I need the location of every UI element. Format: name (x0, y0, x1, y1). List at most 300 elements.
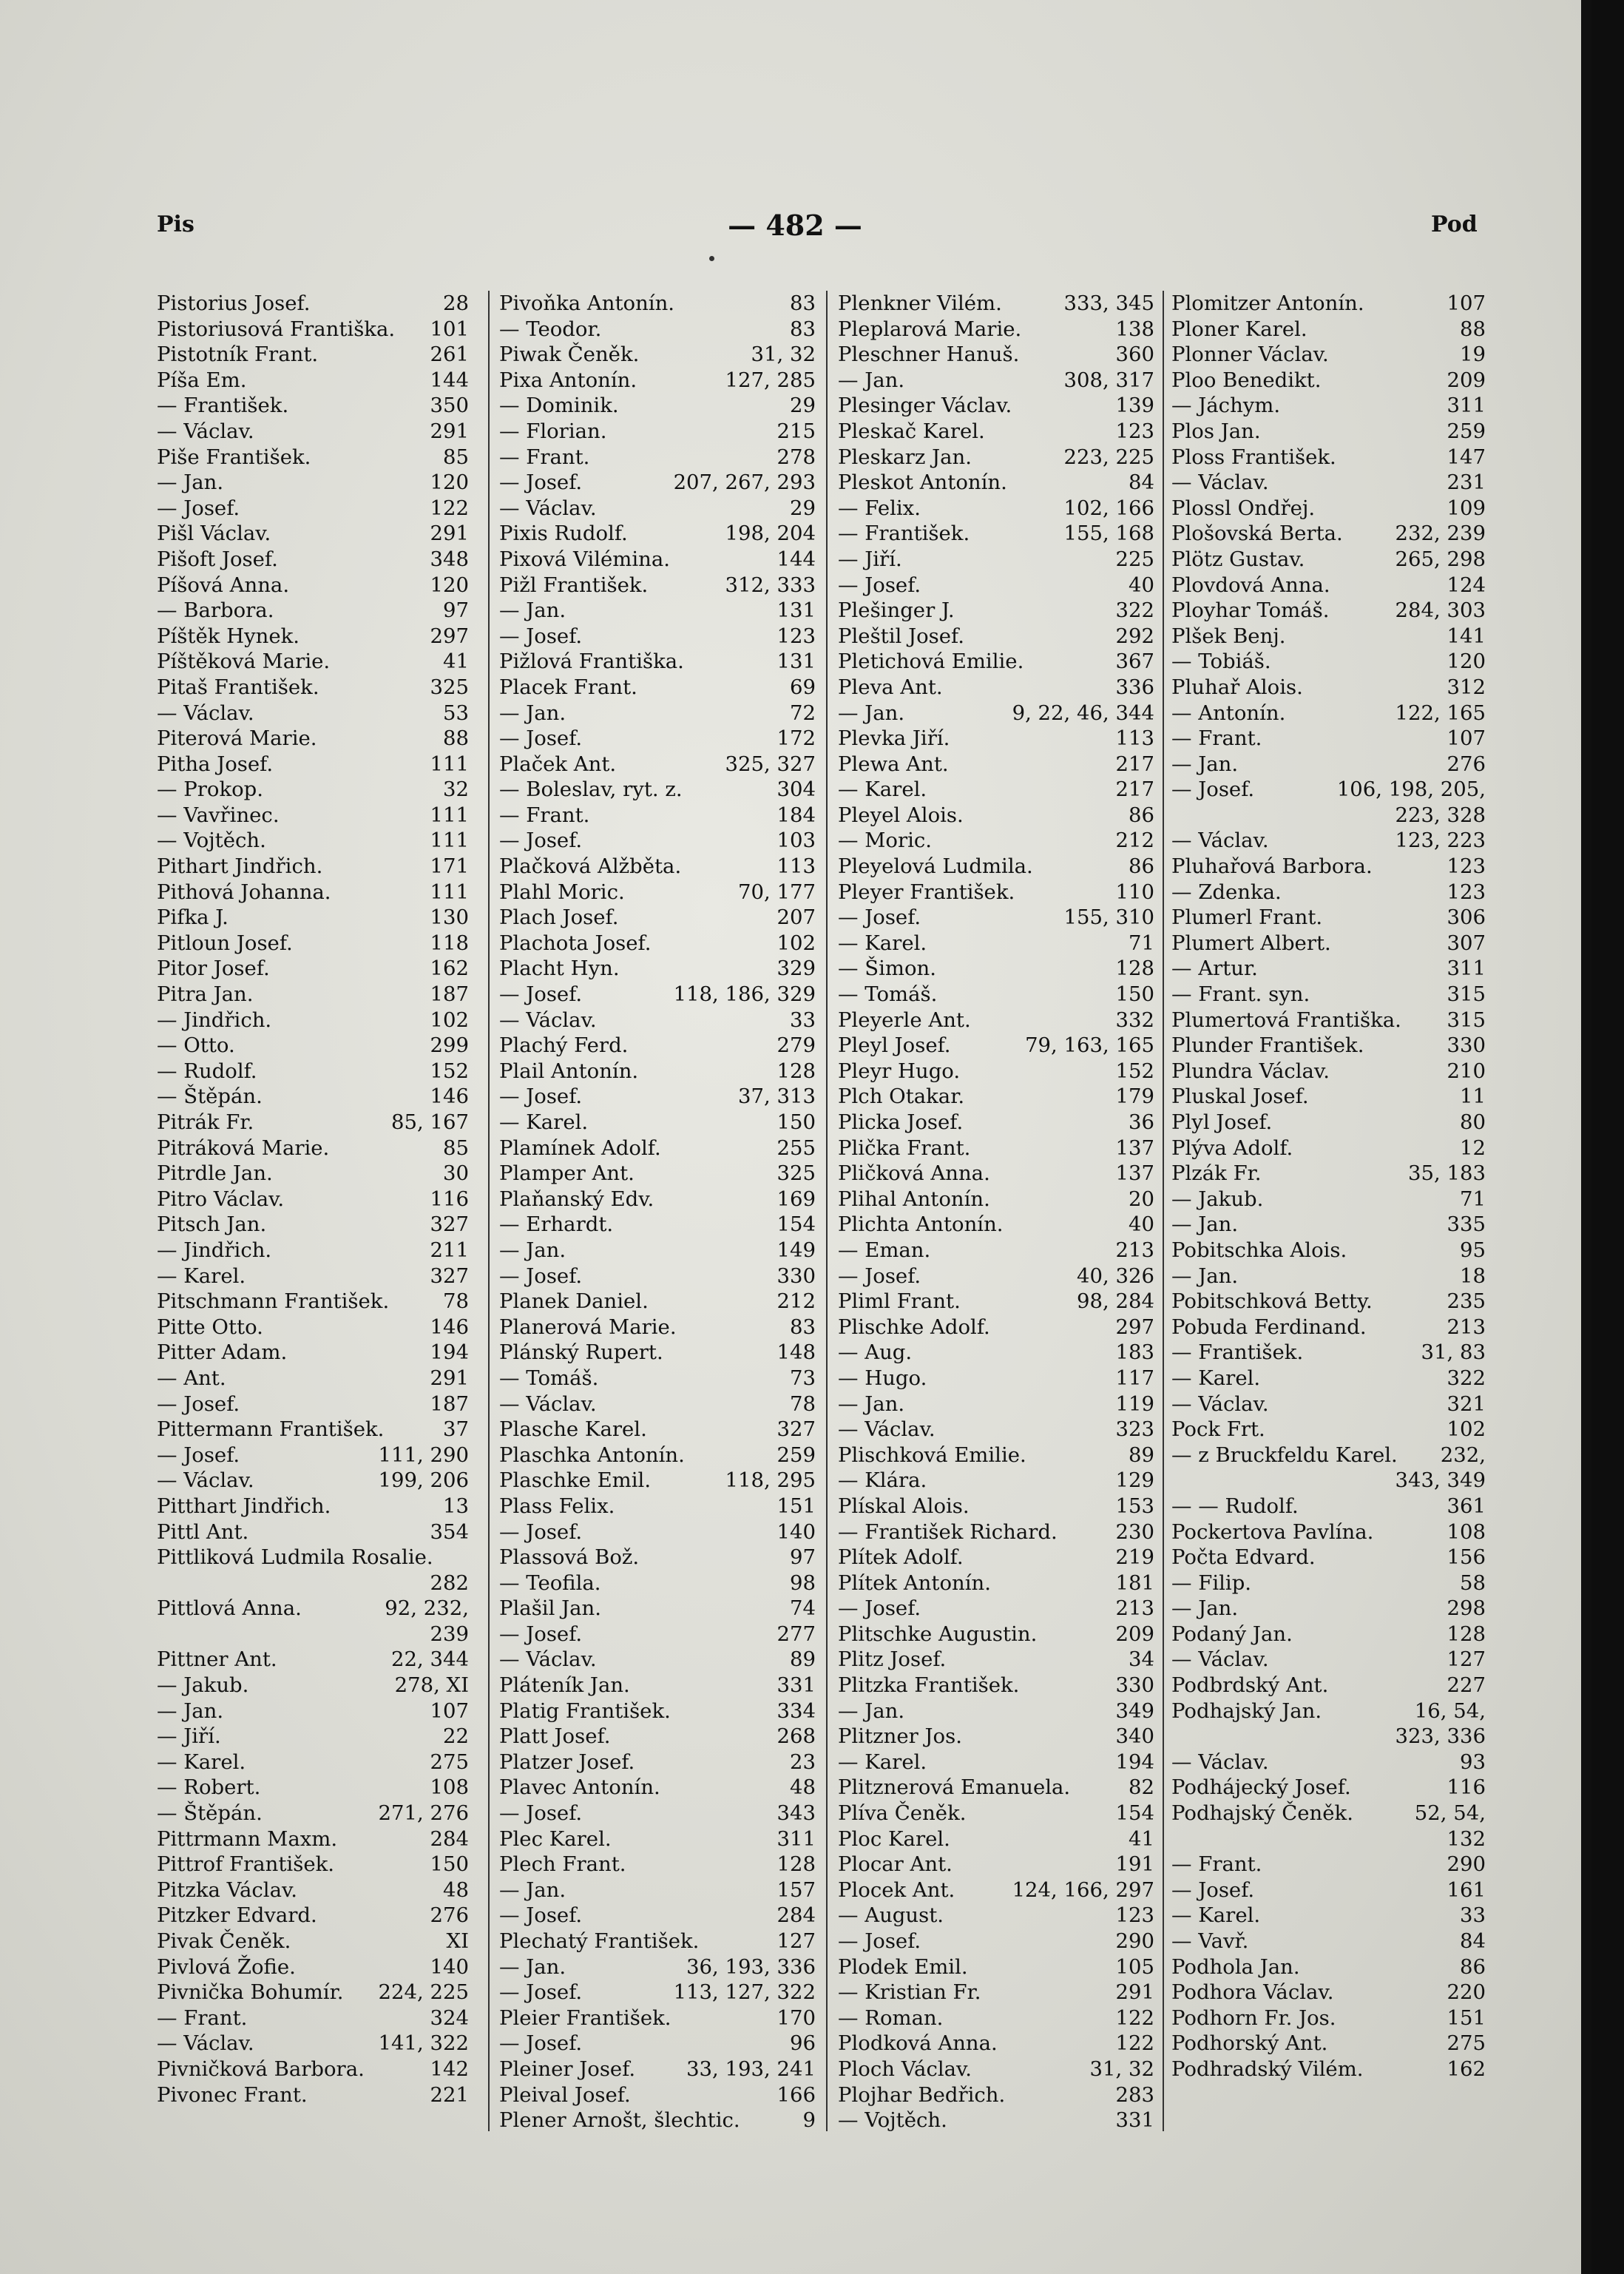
entry-name: — Jan. (1171, 1596, 1239, 1621)
index-entry (836, 1877, 1154, 1903)
entry-pages: 85, 167 (391, 1110, 469, 1134)
entry-pages: 109 (1447, 496, 1486, 520)
entry-pages: 102 (1447, 1417, 1486, 1442)
entry-name: — Erhardt. (499, 1212, 614, 1237)
index-entry (157, 905, 469, 931)
index-entry (498, 2057, 816, 2082)
entry-pages: 162 (430, 957, 469, 981)
entry-name: Pitter Adam. (157, 1340, 288, 1365)
entry-name: — Josef. (499, 1519, 583, 1544)
entry-name: Plovdová Anna. (1171, 573, 1330, 597)
entry-name: — Kristian Fr. (838, 1980, 981, 2005)
entry-name: Podbrdský Ant. (1171, 1673, 1329, 1698)
index-entry (498, 2005, 816, 2031)
index-entry (498, 2108, 816, 2133)
entry-pages: 86 (1460, 1954, 1486, 1979)
entry-name: Pittlová Anna. (157, 1596, 302, 1621)
entry-pages: 83 (790, 1315, 816, 1339)
entry-name: — František. (1171, 1340, 1304, 1365)
entry-pages: 69 (790, 675, 816, 699)
index-entry (1171, 1110, 1486, 1136)
entry-pages: 235 (1447, 1289, 1486, 1314)
index-entry (498, 1468, 816, 1494)
entry-name: — Josef. (838, 1596, 921, 1621)
index-entry (1171, 1929, 1486, 1954)
index-entry (157, 1750, 469, 1775)
entry-pages: 89 (790, 1647, 816, 1672)
entry-name: — Štěpán. (157, 1084, 263, 1109)
index-entry (1171, 675, 1486, 701)
entry-pages: 41 (1129, 1826, 1154, 1851)
entry-name: — Barbora. (157, 598, 274, 623)
index-entry (498, 1622, 816, 1647)
entry-pages: 298 (1447, 1596, 1486, 1621)
entry-pages: 343, 349 (1395, 1468, 1486, 1493)
entry-pages: 22, 344 (391, 1647, 469, 1672)
entry-name: — Vavřinec. (157, 803, 280, 827)
entry-name: — Josef. (499, 982, 583, 1007)
index-entry (836, 1775, 1154, 1801)
entry-name: Pivnička Bohumír. (157, 1980, 344, 2005)
index-entry (157, 1289, 469, 1315)
entry-name: — Jiří. (157, 1724, 221, 1749)
index-entry (498, 931, 816, 957)
index-entry (498, 1724, 816, 1750)
entry-name: — Josef. (499, 2031, 583, 2056)
entry-name: — Frant. (1171, 726, 1262, 751)
index-entry (1171, 291, 1486, 317)
entry-name: Pluhař Alois. (1171, 675, 1303, 699)
entry-name: — Antonín. (1171, 701, 1286, 725)
index-entry (836, 1340, 1154, 1366)
index-entry (498, 726, 816, 752)
index-entry (498, 649, 816, 675)
entry-pages: 111 (430, 880, 469, 904)
index-entry (836, 1315, 1154, 1340)
entry-pages: 101 (430, 317, 469, 341)
index-entry (157, 1877, 469, 1903)
entry-name: Pleštil Josef. (838, 624, 964, 648)
index-entry (157, 1033, 469, 1059)
index-entry (498, 1187, 816, 1212)
entry-pages: 324 (430, 2005, 469, 2030)
entry-pages: 157 (777, 1877, 816, 1902)
index-entry (157, 547, 469, 573)
entry-pages: 299 (430, 1033, 469, 1058)
entry-name: — Jan. (1171, 1263, 1239, 1288)
entry-name: Podhájecký Josef. (1171, 1775, 1351, 1800)
index-entry (157, 624, 469, 650)
entry-name: Plocar Ant. (838, 1852, 953, 1877)
entry-name: — František Richard. (838, 1519, 1058, 1544)
entry-pages: 70, 177 (738, 880, 816, 904)
index-entry (498, 521, 816, 547)
entry-pages: 323, 336 (1395, 1724, 1486, 1749)
entry-name: Plachý Ferd. (499, 1033, 629, 1058)
entry-name: Pistorius Josef. (157, 291, 311, 315)
index-entry (1171, 1059, 1486, 1084)
entry-name: — Josef. (499, 1903, 583, 1928)
entry-pages: 349 (1115, 1698, 1154, 1723)
entry-pages: 187 (430, 982, 469, 1007)
index-entry (1171, 342, 1486, 368)
entry-pages: 111 (430, 752, 469, 776)
index-entry (498, 1391, 816, 1417)
entry-pages: 128 (777, 1059, 816, 1083)
entry-pages: 335 (1447, 1212, 1486, 1237)
entry-name: Plačková Alžběta. (499, 854, 682, 879)
entry-name: Pivničková Barbora. (157, 2057, 365, 2081)
entry-pages: 209 (1115, 1622, 1154, 1646)
entry-name: Plischke Adolf. (838, 1315, 990, 1339)
index-entry (157, 1545, 469, 1570)
entry-pages: 144 (430, 368, 469, 392)
entry-name: Plail Antonín. (499, 1059, 639, 1083)
entry-name: Plossl Ondřej. (1171, 496, 1316, 520)
index-entry (1171, 1750, 1486, 1775)
index-entry (836, 1980, 1154, 2005)
index-entry (157, 521, 469, 547)
index-entry (157, 1826, 469, 1852)
entry-name: Pivlová Žofie. (157, 1954, 296, 1979)
entry-name: Platt Josef. (499, 1724, 611, 1749)
entry-name: Pleschner Hanuš. (838, 343, 1020, 367)
index-entry (157, 1443, 469, 1468)
entry-name: — Florian. (499, 419, 607, 443)
entry-name: — Vojtěch. (157, 829, 266, 853)
index-entry (836, 1698, 1154, 1724)
entry-name: — Moric. (838, 829, 933, 853)
entry-pages: 331 (777, 1673, 816, 1698)
entry-name: — Felix. (838, 496, 921, 520)
entry-pages: 122 (430, 496, 469, 520)
entry-pages: 292 (1115, 624, 1154, 648)
index-entry (1171, 624, 1486, 650)
entry-name: Pockertova Pavlína. (1171, 1519, 1374, 1544)
entry-pages: 41 (443, 650, 469, 674)
index-entry (836, 1059, 1154, 1084)
entry-pages: 212 (777, 1289, 816, 1314)
entry-name: Plunder František. (1171, 1033, 1364, 1058)
entry-pages: 122 (1115, 2031, 1154, 2056)
index-entry (157, 470, 469, 496)
entry-name: — Teofila. (499, 1570, 601, 1595)
entry-pages: 127 (777, 1929, 816, 1953)
entry-pages: 232, 239 (1395, 522, 1486, 546)
index-entry (498, 1673, 816, 1698)
entry-name: Pobuda Ferdinand. (1171, 1315, 1367, 1339)
entry-pages: 144 (777, 547, 816, 571)
entry-pages: 275 (1447, 2031, 1486, 2056)
entry-pages: 268 (777, 1724, 816, 1749)
entry-pages: 306 (1447, 905, 1486, 930)
entry-pages: 32 (443, 777, 469, 802)
entry-pages: 224, 225 (378, 1980, 469, 2005)
entry-pages: 166 (777, 2082, 816, 2107)
index-entry (498, 342, 816, 368)
index-entry (1171, 598, 1486, 624)
entry-name: — Josef. (499, 726, 583, 751)
index-entry (157, 777, 469, 803)
entry-name: — Karel. (838, 931, 927, 955)
entry-name: Pivoňka Antonín. (499, 291, 675, 315)
entry-pages: 30 (443, 1161, 469, 1186)
index-entry (836, 777, 1154, 803)
index-entry (836, 1136, 1154, 1161)
entry-pages: 93 (1460, 1750, 1486, 1774)
index-entry (1171, 1494, 1486, 1519)
entry-name: Plundra Václav. (1171, 1059, 1330, 1083)
entry-name: Pittliková Ludmila Rosalie. (157, 1545, 433, 1570)
entry-pages: 52, 54, (1414, 1801, 1486, 1826)
entry-name: — Artur. (1171, 957, 1258, 981)
index-entry (498, 905, 816, 931)
entry-pages: 48 (790, 1775, 816, 1800)
index-entry (1171, 1596, 1486, 1622)
entry-name: Plach Josef. (499, 905, 619, 930)
entry-name: Počta Edvard. (1171, 1545, 1316, 1570)
index-entry (498, 1494, 816, 1519)
index-entry (157, 752, 469, 777)
entry-pages: 119 (1115, 1391, 1154, 1416)
entry-pages: 308, 317 (1063, 368, 1154, 392)
entry-name: Podhola Jan. (1171, 1954, 1300, 1979)
entry-name: Pleskarz Jan. (838, 445, 972, 469)
index-entry (836, 1443, 1154, 1468)
index-entry (498, 1289, 816, 1315)
index-entry (1171, 1212, 1486, 1238)
entry-pages: 322 (1115, 598, 1154, 623)
entry-pages: 220 (1447, 1980, 1486, 2005)
index-entry (1171, 1263, 1486, 1289)
entry-name: Plonner Václav. (1171, 343, 1329, 367)
entry-name: Pifka J. (157, 905, 229, 930)
index-entry (1171, 1391, 1486, 1417)
entry-name: Pivak Čeněk. (157, 1929, 291, 1953)
entry-name: Plodková Anna. (838, 2031, 998, 2056)
index-entry (498, 1545, 816, 1570)
index-column-1 (157, 291, 469, 2108)
index-entry (836, 726, 1154, 752)
entry-name: Plass Felix. (499, 1494, 615, 1518)
entry-name: Plzák Fr. (1171, 1161, 1262, 1186)
index-entry (498, 1596, 816, 1622)
index-entry (157, 1596, 469, 1622)
scan-edge (1591, 0, 1624, 2274)
entry-name: Plahl Moric. (499, 880, 625, 904)
entry-pages: 139 (1115, 394, 1154, 418)
index-entry (498, 1340, 816, 1366)
index-entry (157, 1263, 469, 1289)
entry-pages: 123, 223 (1395, 829, 1486, 853)
index-entry (1171, 1801, 1486, 1826)
index-entry (836, 1110, 1154, 1136)
entry-pages: 187 (430, 1391, 469, 1416)
index-entry (836, 828, 1154, 854)
index-entry (836, 1417, 1154, 1443)
entry-name: Pithová Johanna. (157, 880, 331, 904)
entry-pages: 118, 186, 329 (673, 982, 816, 1007)
index-entry (1171, 445, 1486, 470)
index-entry (836, 1801, 1154, 1826)
entry-pages: 183 (1115, 1340, 1154, 1365)
index-entry (157, 1417, 469, 1443)
entry-name: Pižlová Františka. (499, 650, 684, 674)
entry-pages: 227 (1447, 1673, 1486, 1698)
entry-name: Plassová Bož. (499, 1545, 640, 1570)
index-entry (157, 803, 469, 829)
entry-pages: 140 (777, 1519, 816, 1544)
entry-pages: 140 (430, 1954, 469, 1979)
index-entry (157, 598, 469, 624)
entry-pages: 40 (1129, 573, 1154, 597)
entry-name: — Karel. (1171, 1366, 1261, 1390)
entry-pages: 123 (1115, 419, 1154, 443)
entry-name: Pobitschka Alois. (1171, 1238, 1347, 1262)
index-entry (1171, 1852, 1486, 1877)
entry-name: Plewa Ant. (838, 752, 949, 776)
entry-pages: 28 (443, 291, 469, 315)
entry-name: Podhajský Jan. (1171, 1698, 1322, 1723)
entry-pages: 325 (777, 1161, 816, 1186)
entry-pages: 129 (1115, 1468, 1154, 1493)
index-entry (836, 675, 1154, 701)
entry-name: Ploo Benedikt. (1171, 368, 1322, 392)
entry-name: Pletichová Emilie. (838, 650, 1024, 674)
index-entry (498, 1033, 816, 1059)
entry-pages: 36 (1129, 1110, 1154, 1134)
index-entry (498, 1008, 816, 1033)
entry-pages: 230 (1115, 1519, 1154, 1544)
entry-pages: 92, 232, (385, 1596, 469, 1621)
index-entry (157, 1647, 469, 1673)
entry-name: Pleva Ant. (838, 675, 943, 699)
entry-pages: 11 (1460, 1084, 1486, 1109)
entry-name: Plec Karel. (499, 1826, 612, 1851)
entry-pages: 103 (777, 829, 816, 853)
entry-pages: 79, 163, 165 (1025, 1033, 1154, 1058)
entry-pages: 332 (1115, 1008, 1154, 1032)
index-entry (498, 803, 816, 829)
entry-name: Plitschke Augustin. (838, 1622, 1038, 1646)
index-entry (498, 854, 816, 880)
entry-pages: 102 (430, 1008, 469, 1032)
entry-name: Pittl Ant. (157, 1519, 249, 1544)
entry-pages: 37 (443, 1417, 469, 1442)
entry-name: — Josef. (838, 1263, 921, 1288)
entry-pages: 86 (1129, 803, 1154, 827)
entry-pages: 171 (430, 854, 469, 879)
entry-name: Pittrmann Maxm. (157, 1826, 338, 1851)
entry-pages: 83 (790, 317, 816, 341)
entry-name: Pixis Rudolf. (499, 522, 628, 546)
entry-name: — Klára. (838, 1468, 927, 1493)
entry-name: — Jan. (838, 1391, 905, 1416)
entry-pages: 291 (1115, 1980, 1154, 2005)
entry-name: — Josef. (499, 624, 583, 648)
index-entry (836, 2057, 1154, 2082)
entry-name: — Josef. (838, 905, 921, 930)
index-entry (836, 1468, 1154, 1494)
entry-pages: 311 (1447, 394, 1486, 418)
index-entry (498, 368, 816, 394)
index-entry (836, 1391, 1154, 1417)
entry-pages: 181 (1115, 1570, 1154, 1595)
entry-name: Píštěková Marie. (157, 650, 331, 674)
entry-pages: 31, 32 (751, 343, 816, 367)
index-entry (1171, 701, 1486, 726)
entry-pages: 123 (1447, 854, 1486, 879)
entry-name: — Frant. (499, 803, 590, 827)
index-entry (157, 1698, 469, 1724)
entry-name: Pitra Jan. (157, 982, 254, 1007)
index-entry (498, 1417, 816, 1443)
entry-name: Pivonec Frant. (157, 2082, 308, 2107)
index-entry (498, 598, 816, 624)
index-entry (836, 342, 1154, 368)
entry-pages: 311 (1447, 957, 1486, 981)
index-entry (836, 803, 1154, 829)
index-entry (157, 1494, 469, 1519)
entry-name: — Tomáš. (499, 1366, 599, 1390)
entry-pages: 276 (1447, 752, 1486, 776)
entry-name: Pitzka Václav. (157, 1877, 297, 1902)
index-entry (157, 368, 469, 394)
index-entry (157, 649, 469, 675)
entry-pages: 215 (777, 419, 816, 443)
entry-pages: XI (446, 1929, 469, 1953)
entry-name: Ploner Karel. (1171, 317, 1307, 341)
entry-name: Pleyel Alois. (838, 803, 964, 827)
index-entry (836, 2031, 1154, 2057)
index-entry (836, 1750, 1154, 1775)
index-entry (1171, 1315, 1486, 1340)
index-entry (498, 1698, 816, 1724)
entry-name: Plaňanský Edv. (499, 1187, 654, 1211)
index-entry (836, 1673, 1154, 1698)
entry-pages: 111 (430, 829, 469, 853)
entry-pages: 360 (1115, 343, 1154, 367)
entry-name: Pitha Josef. (157, 752, 274, 776)
entry-pages: 85 (443, 445, 469, 469)
entry-pages: 323 (1115, 1417, 1154, 1442)
entry-pages: 213 (1115, 1596, 1154, 1621)
index-entry (157, 1980, 469, 2005)
index-entry (157, 2031, 469, 2057)
entry-pages: 122, 165 (1395, 701, 1486, 725)
entry-name: Plamínek Adolf. (499, 1136, 661, 1160)
entry-pages: 161 (1447, 1877, 1486, 1902)
entry-name: Pitschmann František. (157, 1289, 390, 1314)
index-entry (157, 2057, 469, 2082)
index-entry (498, 1315, 816, 1340)
entry-pages: 113, 127, 322 (673, 1980, 816, 2005)
entry-pages: 315 (1447, 982, 1486, 1007)
index-entry (157, 291, 469, 317)
entry-pages: 162 (1447, 2057, 1486, 2081)
entry-pages: 120 (1447, 650, 1486, 674)
index-entry (836, 368, 1154, 394)
index-entry (1171, 803, 1486, 829)
entry-pages: 231 (1447, 470, 1486, 495)
entry-pages: 151 (1447, 2005, 1486, 2030)
index-entry (1171, 1826, 1486, 1852)
index-entry (1171, 1340, 1486, 1366)
entry-name: Plischková Emilie. (838, 1443, 1026, 1467)
index-entry (1171, 573, 1486, 598)
entry-pages: 336 (1115, 675, 1154, 699)
entry-pages: 221 (430, 2082, 469, 2107)
